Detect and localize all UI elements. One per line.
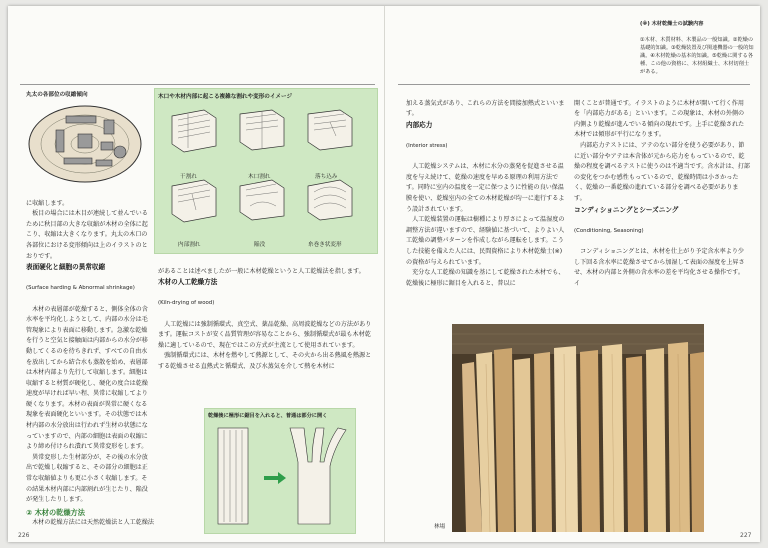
col3-heading: 内部応力 <box>406 120 433 129</box>
col2-heading-en: (Kiln-drying of wood) <box>158 300 215 307</box>
col3-para2: 人工乾燥システムは、木材に水分の蒸発を促進させる温度を与え続けて、乾燥の速度を早める原理の利用方法です。同時に室内の温度を一定に保つように性能の良い保温膜を使い、乾燥室内の全ての木材乾燥が均一に進行するよう設計されています。 人工乾燥装置の運転は樹種により厚さによって温湿度の調整方法が違いますので、経験値に基づいて、よりよい人工乾燥の調整パターンを作成しながら運転をします。こうした技能を備えた人には、民間資格により木材乾燥士(※)の資格が与えられています。 充分な人工乾燥の知識を基にして乾燥された木材でも、乾燥後に極形に鋸目を入れると、普以に <box>406 163 565 287</box>
middle-left-column <box>158 256 376 406</box>
col1-heading: 表面硬化と細胞の異常収縮 <box>26 263 106 272</box>
col3-para1: 加える蒸気式があり、これらの方法を間接加熱式といいます。 <box>406 99 565 118</box>
fig3-title: 乾燥後に極形に鋸目を入れると、普通は部分に開く <box>208 413 328 419</box>
defect-label-4: 内部割れ <box>178 242 201 248</box>
right-column-2 <box>574 88 750 320</box>
col4-para2: コンディショニングとは、木材を仕上がり予定含水率より少し下回る含水率に乾燥させてから加湿して表面の湿度を上昇させ、木材の内部と外側の含水率の差を平均化させる操作です。イ <box>574 247 745 287</box>
col1-heading-en: (Surface harding & Abnormal shrinkage) <box>26 285 135 292</box>
defect-label-6: 糸巻き状変形 <box>308 242 342 248</box>
left-column <box>26 188 150 510</box>
log-shrinkage-figure <box>26 100 144 184</box>
book-spread <box>8 6 760 542</box>
col2-heading: 木材の人工乾燥方法 <box>158 278 218 287</box>
section-heading: ② 木材の乾燥方法 <box>26 508 85 517</box>
col1-para2: 木材の表層部が乾燥すると、側体全体の含水率を平均化しようとして、内部の水分は毛管現象により表面に移動します。急激な乾燥を行うと空気と接触面は内部からの水分が移動してくるのを待ちきれず、すべての自由水を放出してから結合水も蒸散を始め、表層部は木材内部より先行して収縮します。細胞は収縮すると材質が硬化し、硬化の度合は乾燥速度が早ければ早い程、異常に収縮してより硬くなります。木材の表面が異常に硬くなる現象を表面硬化といいます。その状態では木材内部の水分放出は行われず生材の状態になっていますので、内部の細胞は表面の収縮により締め付けられ潰れて異常変形をします。 異常変形した生材部分が、その後の水分放出で乾燥し収縮すると、その部分の細胞は正常な収縮値よりも更に小さく収縮します。その結果木材内部に内部割れが生じたり、陥没が発生したりします。 <box>26 305 148 504</box>
right-column-1 <box>406 88 566 320</box>
page-gutter <box>384 6 385 542</box>
header-note-body: ①木材、木質材料、木製品の一般知識。②乾燥の基礎的知識。③乾燥装置及び関連機器の一般的知識。④木材乾燥の基本的知識。⑤乾燥に関する各種、この他の資格に、木材組織士、木材切削士がある。 <box>640 37 754 75</box>
lumber-photo <box>452 324 704 532</box>
header-rule-right <box>398 84 750 85</box>
col2-para2: 人工乾燥には強制循環式、真空式、薬品乾燥、高周波乾燥などの方法があります。運転コストが安く品質管理が容易なことから、強制循環式が最も木材乾燥に適しているので、現在ではこの方式が主流として使用されています。 強制循環式には、木材を燃やして熱源として、その火から出る熱風を熱源とする乾燥させる直熱式と循環式、及び水蒸気を介して熱を木材に <box>158 320 372 370</box>
page-number-left: 226 <box>18 532 30 539</box>
col4-para1: 開くことが普通です。イラストのように木材が開いて行く作用を「内部応力がある」といいます。この現象は、木材の外側の内側より乾燥が進んでいる傾向の現れです。上手に乾燥された木材では傾形が平行になります。 内部応力テストには、アテのない部分を使う必要があり、節に近い部分やアテは本含体が元から応力をもっているので、乾燥の程度を調べるテストに使うのは不適当です。含水計は、打部の変化をつかむ感性もっているので、乾燥時間は小さかったく、乾燥の一番乾燥の進れている部分を調べる必要があります。 <box>574 99 750 202</box>
col4-heading-en: (Conditioning, Seasoning) <box>574 227 644 234</box>
col3-heading-en: (Interior stress) <box>406 142 448 149</box>
defect-label-5: 陥没 <box>254 242 266 248</box>
header-rule-left <box>20 84 375 85</box>
defect-label-1: 干割れ <box>180 174 197 180</box>
board-split-illustration <box>208 422 352 530</box>
defect-label-2: 木口割れ <box>248 174 271 180</box>
col1-para1: に収縮します。 板目の場合には木目が連続して並んでいるために秋目部の大きな収縮が木材の全体に起こり、収縮は大きくなります。丸太の木口の各部位における変形傾向は上のイラストのとおりです。 <box>26 199 148 260</box>
header-note <box>640 12 754 84</box>
page-number-right: 227 <box>740 532 752 539</box>
fig1-title: 丸太の各部位の収縮傾向 <box>26 92 88 98</box>
col2-para1: があることは述べましたが一般に木材乾燥というと人工乾燥法を指します。 <box>158 267 365 275</box>
lumber-planks <box>452 324 704 532</box>
col4-heading: コンディショニングとシーズニング <box>574 205 679 214</box>
header-note-title: (※) 木材乾燥士の試験内容 <box>640 21 704 27</box>
photo-caption: 林場 <box>434 524 446 530</box>
fig2-title: 木口や木材内部に起こる複雑な割れや変形のイメージ <box>158 94 293 100</box>
defect-label-3: 落ち込み <box>315 174 338 180</box>
section-text: 木材の乾燥方法には天然乾燥法と人工乾燥法 <box>26 519 154 526</box>
